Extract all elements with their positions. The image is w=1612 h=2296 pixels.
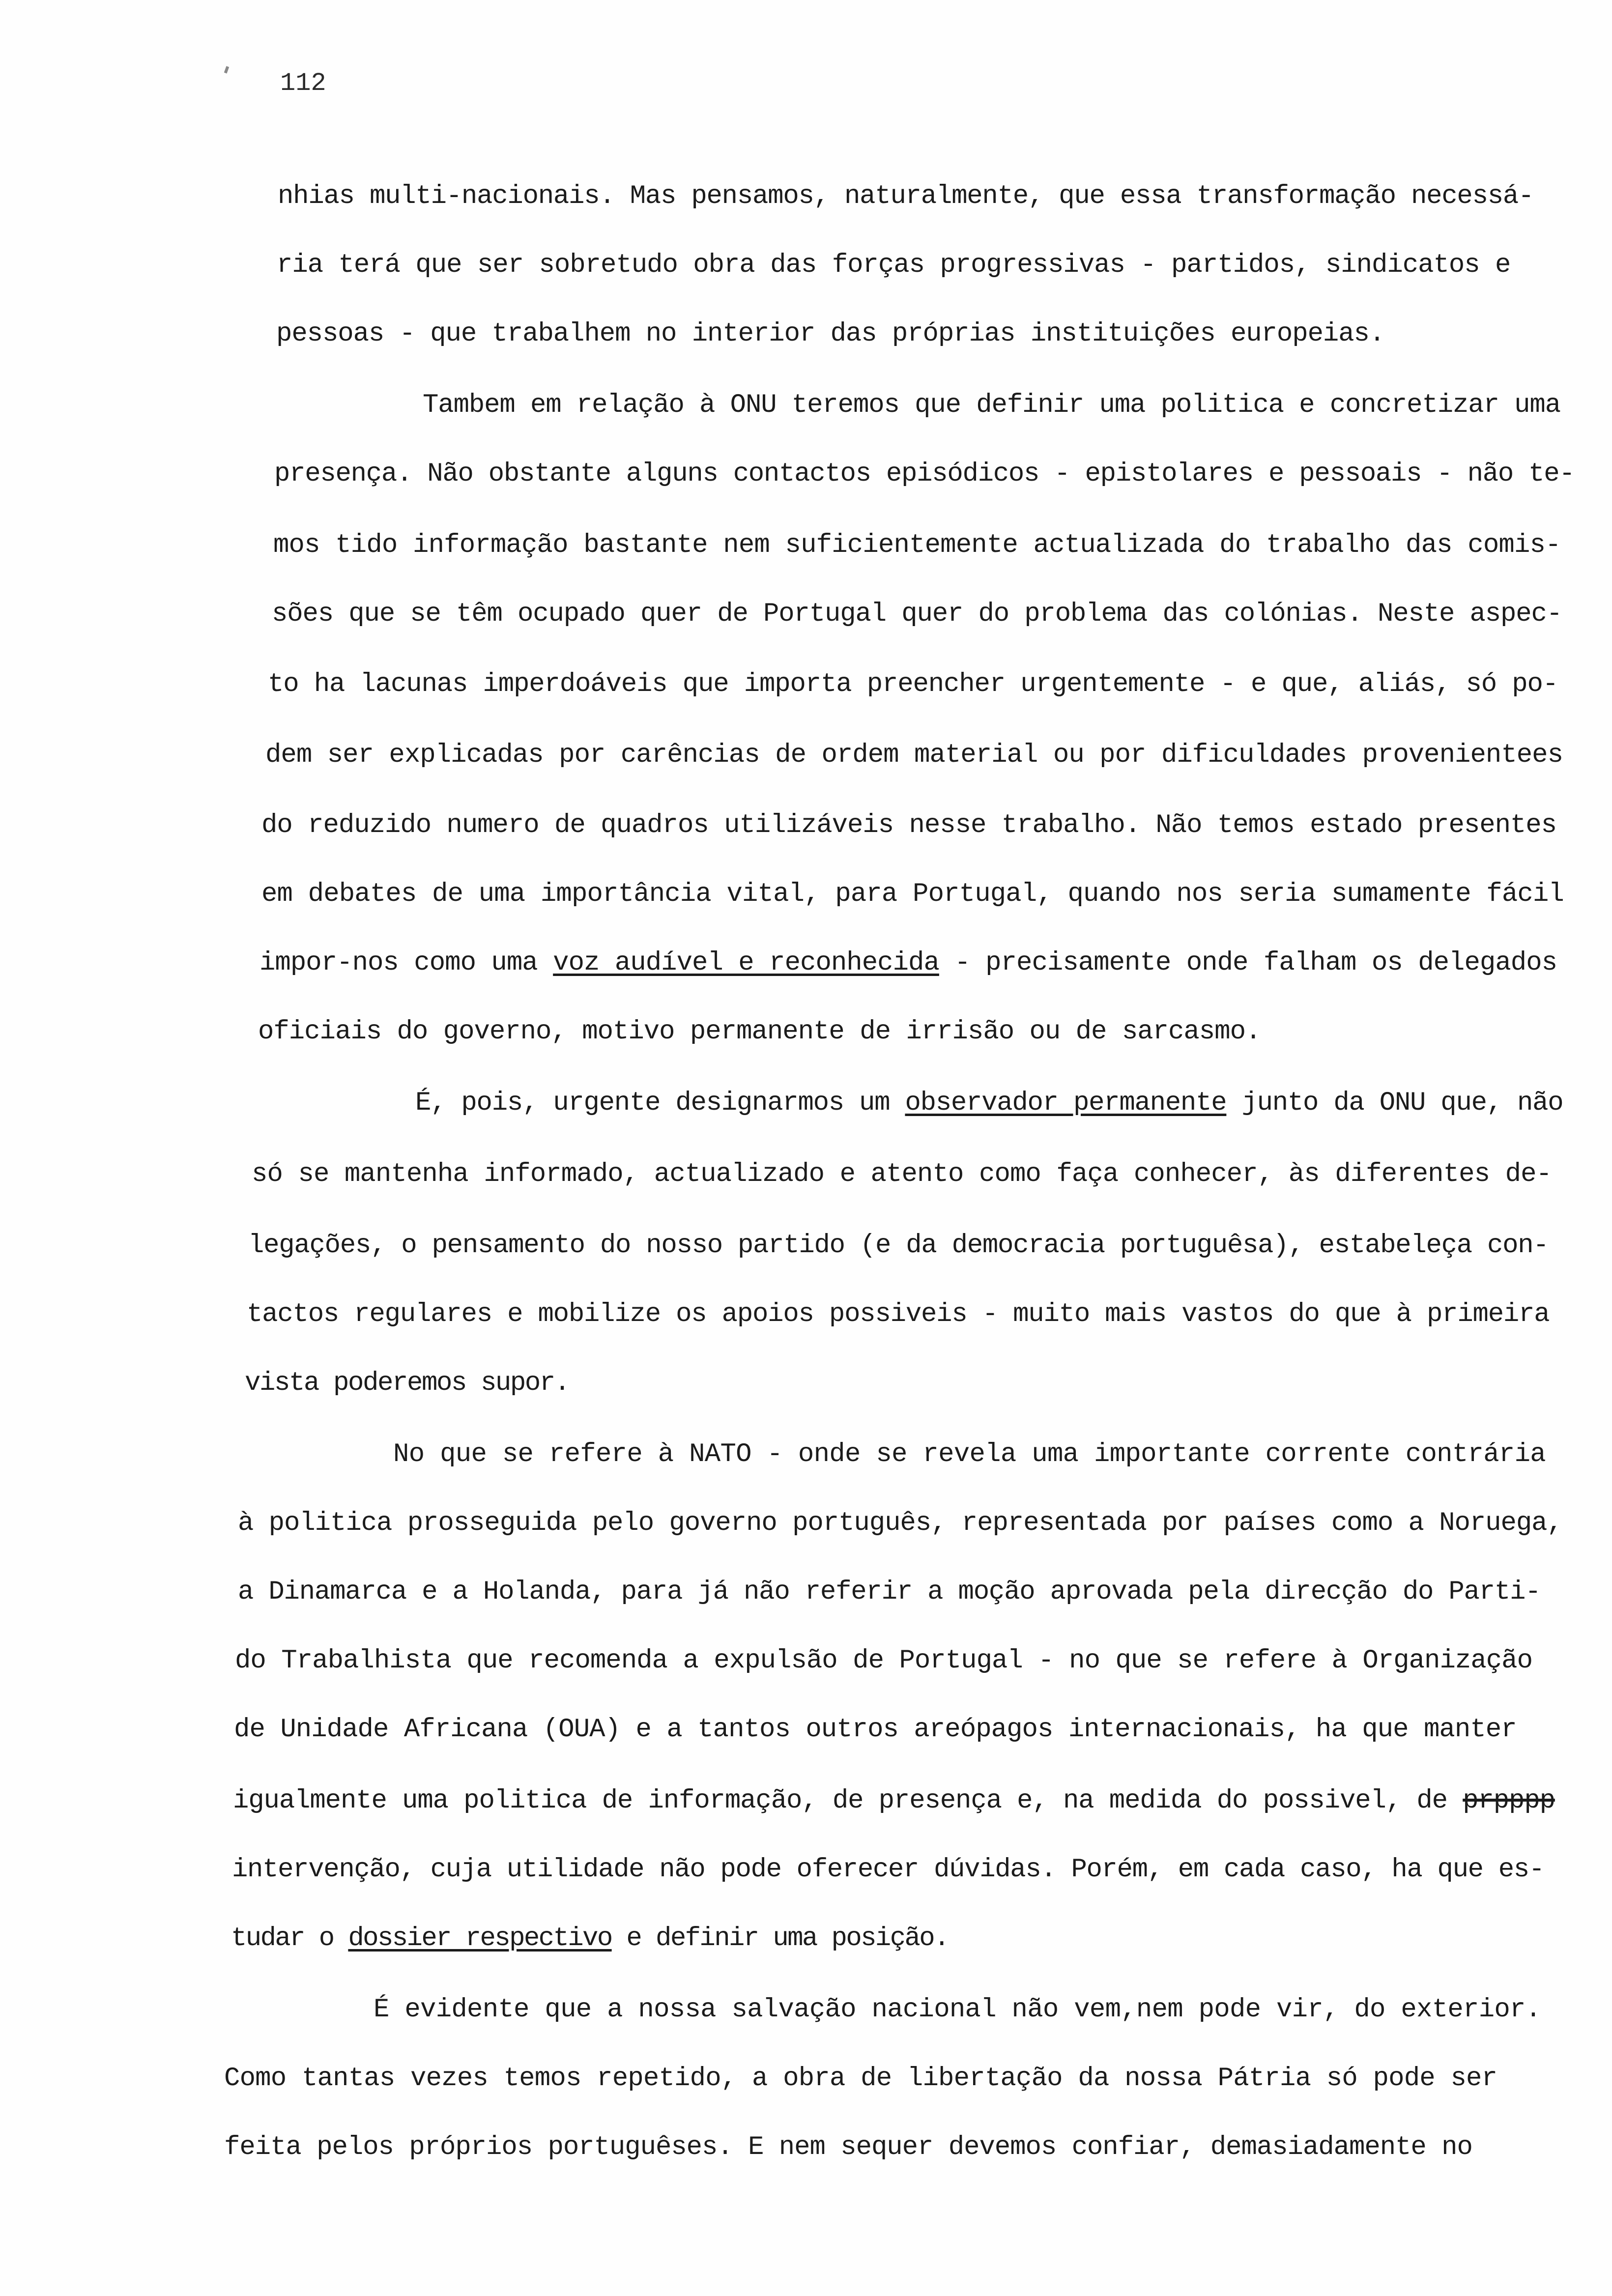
text-line [393, 1437, 1546, 1472]
text-segment: presença. Não obstante alguns contactos episódicos - epistolares e pessoais - não te- [274, 459, 1575, 489]
text-segment: No que se refere à NATO - onde se revela uma importante corrente contrária [393, 1439, 1546, 1469]
text-line [232, 1853, 1544, 1887]
text-line [235, 1644, 1532, 1678]
text-segment: to ha lacunas imperdoáveis que importa preencher urgentemente - e que, aliás, só po- [268, 669, 1558, 699]
text-line [268, 667, 1558, 702]
underlined-phrase: dossier respectivo [348, 1923, 612, 1953]
text-segment: à politica prosseguida pelo governo português, representada por países como a Noruega, [238, 1508, 1562, 1538]
text-segment: pessoas - que trabalhem no interior das próprias instituições europeias. [276, 319, 1385, 349]
text-line [278, 179, 1533, 214]
text-segment: nhias multi-nacionais. Mas pensamos, naturalmente, que essa transformação necessá- [278, 181, 1534, 211]
text-line [231, 1922, 949, 1956]
text-line [423, 388, 1560, 423]
underlined-phrase: voz audível e reconhecida [553, 948, 939, 978]
text-segment: É evidente que a nossa salvação nacional não vem,nem pode vir, do exterior. [374, 1995, 1541, 2025]
text-segment: tudar o [231, 1923, 348, 1953]
text-line [233, 1784, 1555, 1818]
text-line [261, 877, 1564, 912]
text-segment: sões que se têm ocupado quer de Portugal quer do problema das colónias. Neste aspec- [272, 599, 1562, 629]
text-segment: oficiais do governo, motivo permanente de irrisão ou de sarcasmo. [258, 1017, 1261, 1047]
underlined-phrase: observador permanente [905, 1088, 1227, 1118]
text-segment: igualmente uma politica de informação, de presença e, na medida do possivel, de [233, 1786, 1463, 1816]
text-segment: ria terá que ser sobretudo obra das forças progressivas - partidos, sindicatos e [277, 250, 1511, 280]
text-line [247, 1297, 1549, 1332]
text-segment: feita pelos próprios portuguêses. E nem sequer devemos confiar, demasiadamente no [224, 2132, 1472, 2162]
text-segment: do reduzido numero de quadros utilizáveis nesse trabalho. Não temos estado presentes [261, 810, 1557, 840]
text-line [273, 528, 1561, 563]
text-line [224, 2062, 1497, 2096]
text-segment: em debates de uma importância vital, para Portugal, quando nos seria sumamente fácil [261, 879, 1564, 909]
text-segment: Como tantas vezes temos repetido, a obra de libertação da nossa Pátria só pode ser [224, 2064, 1497, 2094]
text-line [277, 248, 1510, 283]
text-segment: É, pois, urgente designarmos um [415, 1088, 905, 1118]
text-segment: Tambem em relação à ONU teremos que definir uma politica e concretizar uma [423, 390, 1560, 420]
struck-out-text: prpppp [1463, 1786, 1555, 1816]
text-line [272, 597, 1562, 631]
text-segment: impor-nos como uma [259, 948, 553, 978]
text-line [238, 1506, 1562, 1541]
text-line [415, 1086, 1563, 1120]
text-segment: - precisamente onde falham os delegados [939, 948, 1557, 978]
text-segment: de Unidade Africana (OUA) e a tantos outros areópagos internacionais, ha que manter [234, 1715, 1517, 1745]
page-number: 112 [280, 69, 326, 98]
text-line [276, 317, 1384, 351]
text-line [374, 1993, 1541, 2027]
text-segment: do Trabalhista que recomenda a expulsão de Portugal - no que se refere à Organização [235, 1646, 1533, 1676]
text-segment: legações, o pensamento do nosso partido (e da democracia portuguêsa), estabeleça con- [248, 1231, 1549, 1261]
text-line [234, 1713, 1517, 1747]
text-line [261, 808, 1556, 843]
text-line [238, 1575, 1540, 1609]
stray-pen-mark [224, 66, 229, 73]
text-segment: tactos regulares e mobilize os apoios possiveis - muito mais vastos do que à primeira [247, 1299, 1550, 1329]
text-line [265, 738, 1563, 773]
text-line [259, 946, 1557, 980]
text-line [252, 1157, 1552, 1192]
text-line [274, 457, 1574, 491]
text-line [245, 1366, 569, 1401]
text-line [258, 1015, 1261, 1049]
text-line [248, 1229, 1548, 1263]
text-segment: mos tido informação bastante nem suficientemente actualizada do trabalho das comis- [273, 530, 1561, 560]
text-segment: intervenção, cuja utilidade não pode oferecer dúvidas. Porém, em cada caso, ha que es- [232, 1855, 1544, 1885]
text-segment: só se mantenha informado, actualizado e atento como faça conhecer, às diferentes de- [252, 1159, 1552, 1189]
text-segment: a Dinamarca e a Holanda, para já não referir a moção aprovada pela direcção do Parti- [238, 1577, 1541, 1607]
text-segment: e definir uma posição. [611, 1923, 949, 1953]
text-segment: vista poderemos supor. [245, 1368, 569, 1398]
text-segment: junto da ONU que, não [1226, 1088, 1563, 1118]
text-segment: dem ser explicadas por carências de ordem material ou por dificuldades provenientees [265, 740, 1563, 770]
text-line [224, 2130, 1472, 2165]
